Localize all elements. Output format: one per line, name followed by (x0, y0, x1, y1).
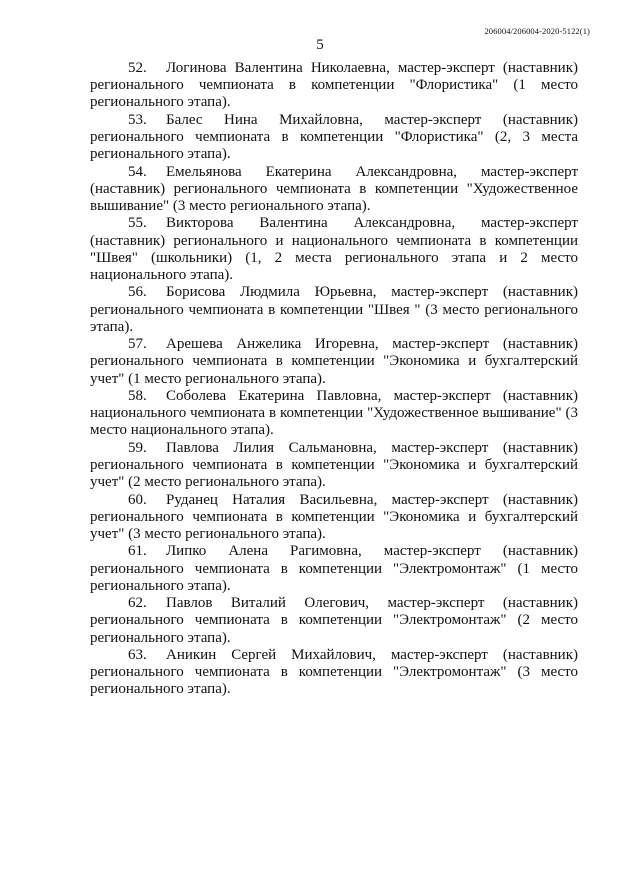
entry-text: Руданец Наталия Васильевна, мастер-эксперт (наставник) регионального чемпионата в компетенции "Экономика и бухгалтерский учет" (3 место регионального этапа). (90, 491, 578, 542)
entry-number: 57. (128, 336, 147, 353)
entry-number: 59. (128, 439, 147, 456)
list-item (90, 215, 578, 284)
entry-text: Логинова Валентина Николаевна, мастер-эксперт (наставник) регионального чемпионата в компетенции "Флористика" (1 место регионального этапа). (90, 60, 578, 111)
page-number: 5 (316, 37, 324, 53)
list-item (90, 60, 578, 112)
list-item (90, 112, 578, 164)
entry-text: Викторова Валентина Александровна, мастер-эксперт (наставник) регионального и национального чемпионата в компетенции "Швея" (школьники) (1, 2 места регионального этапа и 2 место национального этапа). (90, 215, 578, 283)
entry-number: 56. (128, 284, 147, 301)
entry-number: 53. (128, 111, 147, 128)
entry-text: Павлов Виталий Олегович, мастер-эксперт (наставник) регионального чемпионата в компетенции "Электромонтаж" (2 место регионального этапа). (90, 595, 578, 646)
entry-number: 63. (128, 646, 147, 663)
document-code: 206004/206004-2020-5122(1) (484, 26, 590, 36)
entry-text: Балес Нина Михайловна, мастер-эксперт (наставник) регионального чемпионата в компетенции "Флористика" (2, 3 места регионального этапа). (90, 111, 578, 163)
entry-number: 55. (128, 215, 147, 232)
list-item (90, 492, 578, 544)
entry-text: Соболева Екатерина Павловна, мастер-эксперт (наставник) национального чемпионата в компетенции "Художественное вышивание" (3 место национального этапа). (90, 387, 578, 439)
entry-number: 62. (128, 595, 147, 612)
entry-number: 60. (128, 491, 147, 508)
list-item (90, 543, 578, 595)
list-item (90, 647, 578, 699)
entry-text: Аникин Сергей Михайлович, мастер-эксперт (наставник) регионального чемпионата в компетенции "Электромонтаж" (3 место регионального этапа). (90, 646, 578, 698)
list-item (90, 284, 578, 336)
entry-number: 58. (128, 387, 147, 404)
entry-list (90, 60, 578, 699)
entry-number: 54. (128, 163, 147, 180)
list-item (90, 388, 578, 440)
list-item (90, 164, 578, 216)
entry-text: Емельянова Екатерина Александровна, мастер-эксперт (наставник) регионального чемпионата в компетенции "Художественное вышивание" (3 место регионального этапа). (90, 163, 578, 214)
entry-text: Борисова Людмила Юрьевна, мастер-эксперт (наставник) регионального чемпионата в компетенции "Швея " (3 место регионального этапа). (90, 284, 578, 335)
entry-text: Липко Алена Рагимовна, мастер-эксперт (наставник) регионального чемпионата в компетенции "Электромонтаж" (1 место регионального этапа). (90, 543, 578, 594)
entry-text: Павлова Лилия Сальмановна, мастер-эксперт (наставник) регионального чемпионата в компетенции "Экономика и бухгалтерский учет" (2 место регионального этапа). (90, 439, 578, 491)
list-item (90, 440, 578, 492)
entry-number: 52. (128, 60, 147, 76)
list-item (90, 595, 578, 647)
entry-text: Арешева Анжелика Игоревна, мастер-эксперт (наставник) регионального чемпионата в компетенции "Экономика и бухгалтерский учет" (1 место регионального этапа). (90, 336, 578, 387)
entry-number: 61. (128, 543, 147, 560)
list-item (90, 336, 578, 388)
